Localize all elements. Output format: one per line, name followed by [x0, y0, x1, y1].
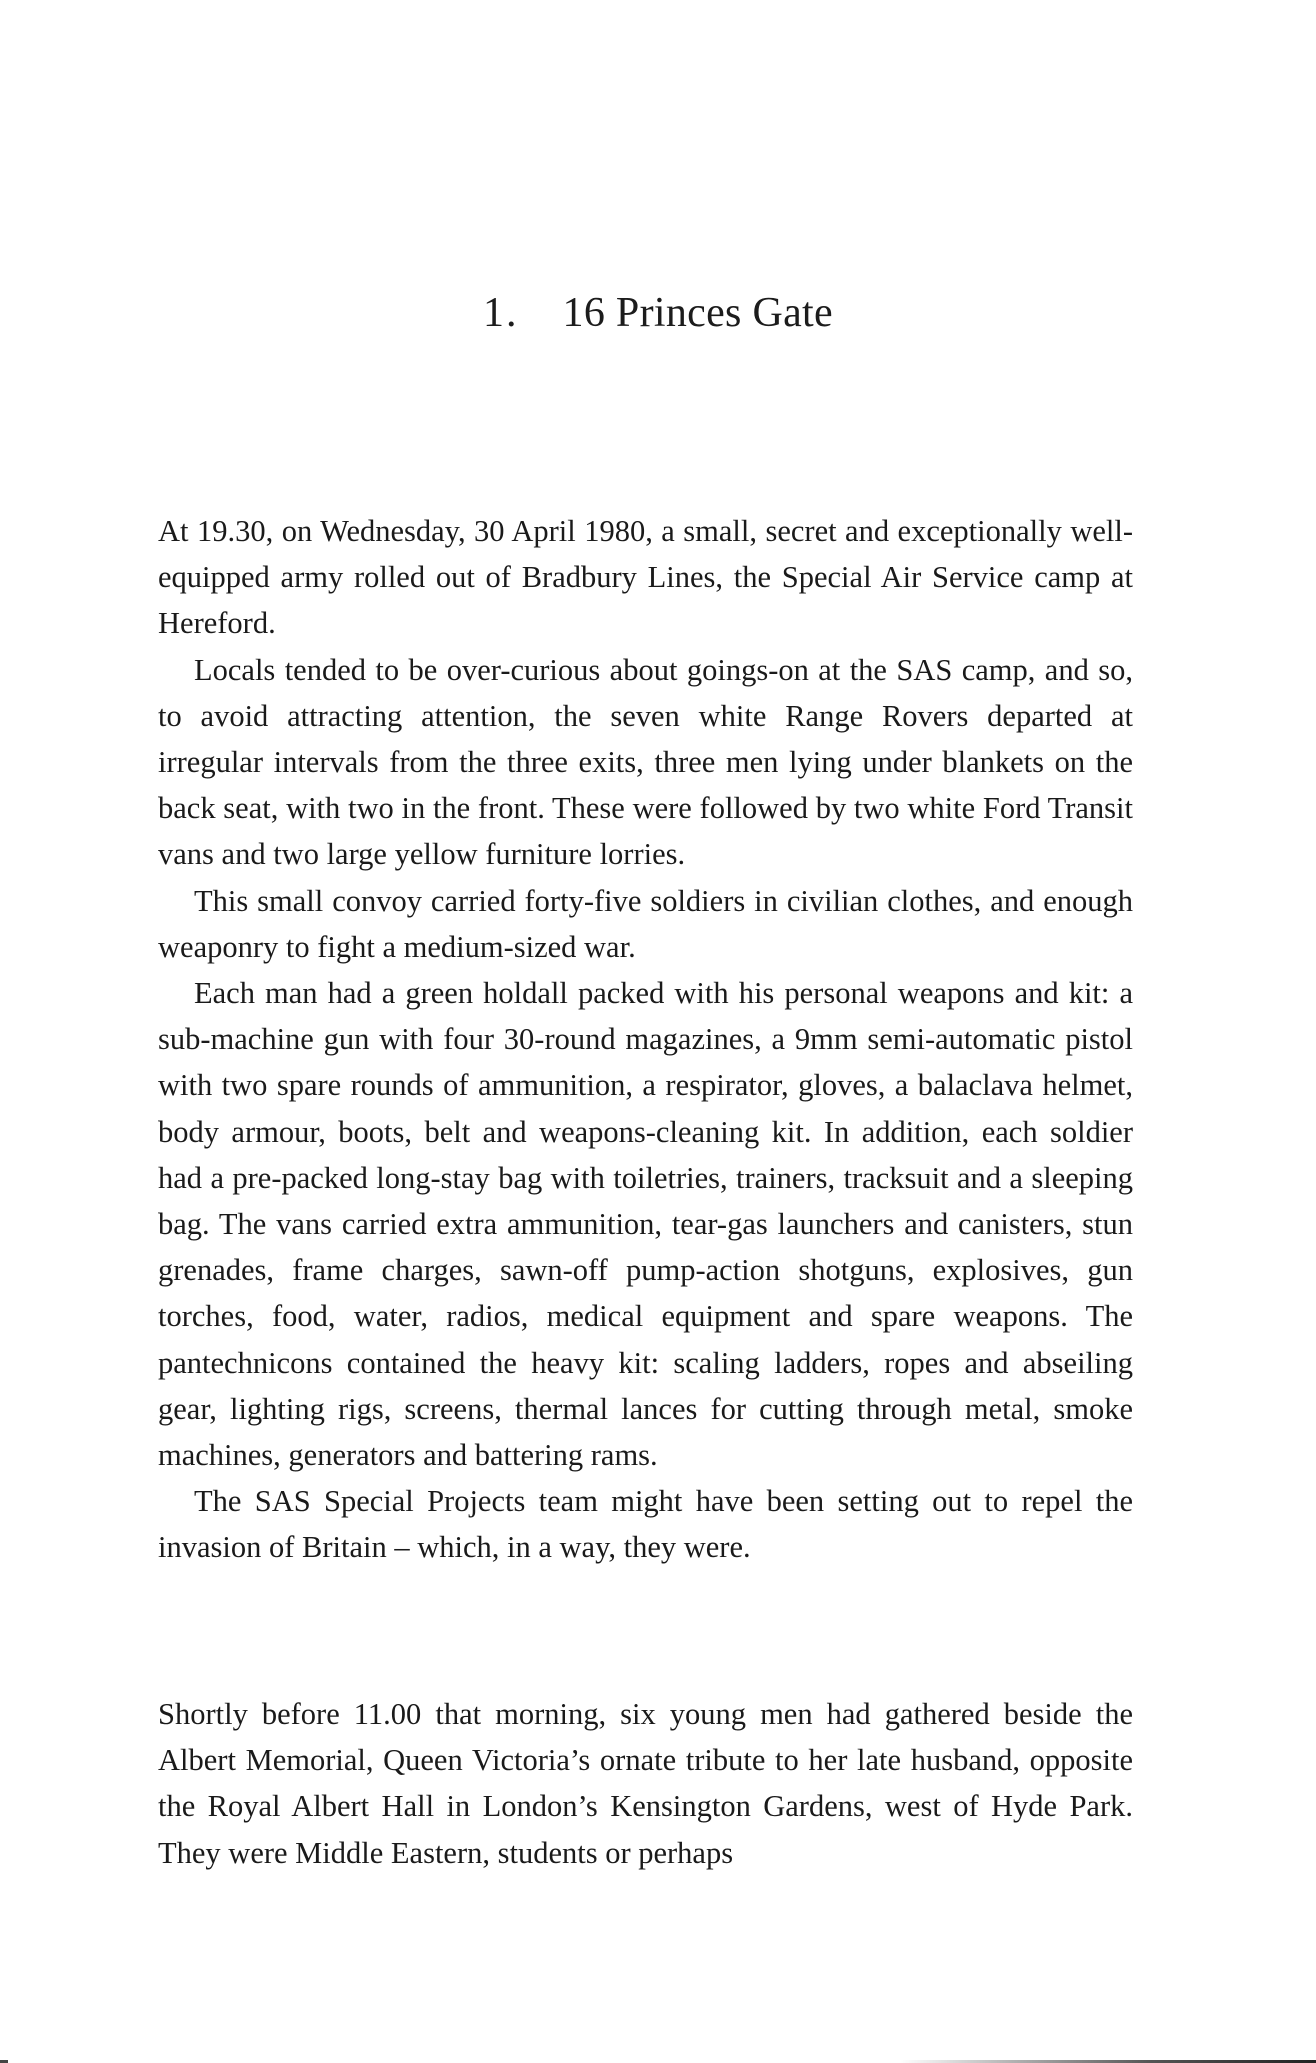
chapter-title: 16 Princes Gate — [562, 290, 833, 336]
section-one — [158, 508, 1133, 1571]
chapter-heading — [0, 283, 1316, 343]
paragraph: Locals tended to be over-curious about goings-on at the SAS camp, and so, to avoid attracting attention, the seven white Range Rovers departed at irregular intervals from the three exits, three men lying under blankets on the back seat, with two in the front. These were followed by two white Ford Transit vans and two large yellow furniture lorries. — [158, 652, 1133, 872]
chapter-number: 1. — [483, 290, 519, 336]
paragraph: The SAS Special Projects team might have been setting out to repel the invasion of Britain – which, in a way, they were. — [158, 1484, 1133, 1565]
paragraph: Shortly before 11.00 that morning, six young men had gathered beside the Albert Memorial, Queen Victoria’s ornate tribute to her late husband, opposite the Royal Albert Hall in London’s Kensington Gardens, west of Hyde Park. They were Middle Eastern, students or perhaps — [158, 1697, 1133, 1870]
section-two — [158, 1691, 1133, 1876]
paragraph: Each man had a green holdall packed with his personal weapons and kit: a sub-machine gun with four 30-round magazines, a 9mm semi-automatic pistol with two spare rounds of ammunition, a respirator, gloves, a balaclava helmet, body armour, boots, belt and weapons-cleaning kit. In addition, each soldier had a pre-packed long-stay bag with toiletries, trainers, tracksuit and a sleeping bag. The vans carried extra ammunition, tear-gas launchers and canisters, stun grenades, frame charges, sawn-off pump-action shotguns, explosives, gun torches, food, water, radios, medical equipment and spare weapons. The pantechnicons contained the heavy kit: scaling ladders, ropes and abseiling gear, lighting rigs, screens, thermal lances for cutting through metal, smoke machines, generators and battering rams. — [158, 976, 1133, 1473]
paragraph: This small convoy carried forty-five soldiers in civilian clothes, and enough weaponry to fight a medium-sized war. — [158, 883, 1133, 964]
paragraph: At 19.30, on Wednesday, 30 April 1980, a small, secret and exceptionally well-equipped army rolled out of Bradbury Lines, the Special Air Service camp at Hereford. — [158, 514, 1133, 641]
